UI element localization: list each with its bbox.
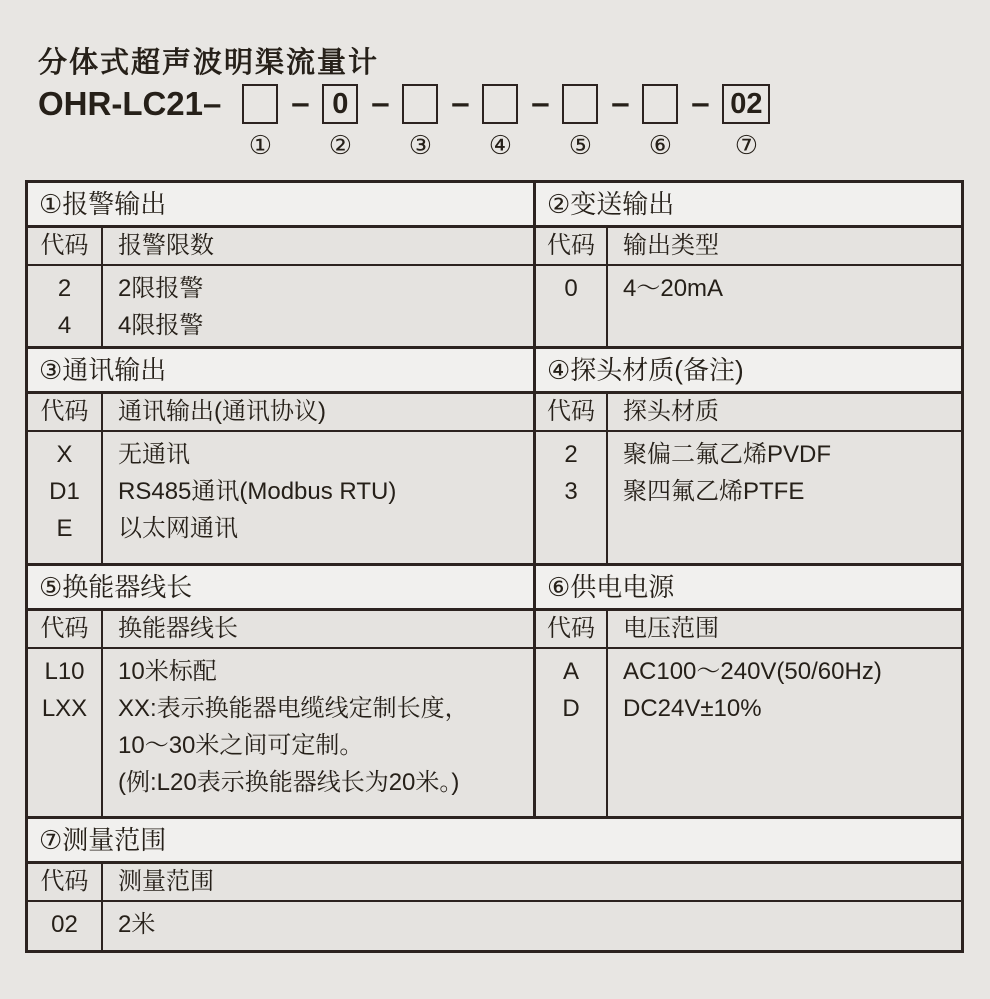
desc-column — [608, 394, 961, 563]
model-slot-4 — [482, 84, 518, 160]
section-body — [536, 228, 961, 346]
model-code-num-1: ① — [248, 131, 273, 161]
desc-header: 换能器线长 — [103, 611, 533, 649]
section-body — [536, 394, 961, 563]
section-body — [28, 611, 533, 816]
desc-cell: 无通讯 — [118, 441, 190, 468]
code-cells — [536, 432, 606, 510]
desc-cells — [103, 432, 533, 547]
code-cell: E — [56, 515, 73, 542]
code-header: 代码 — [536, 228, 606, 266]
code-column — [28, 611, 103, 816]
desc-cell: RS485通讯(Modbus RTU) — [118, 478, 397, 505]
desc-cell: 以太网通讯 — [118, 515, 238, 542]
model-code-slots — [233, 84, 779, 160]
desc-column — [103, 611, 533, 816]
code-cell: 2 — [57, 275, 72, 302]
code-cell: 4 — [57, 312, 72, 339]
model-slot-1 — [242, 84, 278, 160]
section-body — [28, 864, 961, 950]
model-code-num-2: ② — [328, 131, 353, 161]
section-3 — [28, 349, 536, 563]
model-dash: – — [611, 84, 630, 121]
model-code-box-3 — [402, 84, 438, 124]
model-dash: – — [531, 84, 550, 121]
section-title: ④探头材质(备注) — [536, 349, 961, 394]
desc-cells — [103, 649, 533, 801]
desc-cells — [608, 649, 961, 727]
section-title: ⑥供电电源 — [536, 566, 961, 611]
desc-column — [103, 394, 533, 563]
code-cell — [28, 764, 101, 801]
desc-cell: 4限报警 — [118, 312, 204, 339]
section-title: ①报警输出 — [28, 183, 533, 228]
model-code-box-4 — [482, 84, 518, 124]
code-header: 代码 — [536, 394, 606, 432]
desc-cells — [608, 266, 961, 307]
model-code-num-6: ⑥ — [648, 131, 673, 161]
model-prefix: OHR-LC21– — [38, 85, 222, 122]
desc-cell: 2米 — [118, 911, 156, 938]
spec-table — [25, 180, 964, 953]
spec-band-4 — [28, 816, 961, 950]
code-cells — [28, 266, 101, 344]
model-code-box-7: 02 — [722, 84, 770, 124]
spec-band-1 — [28, 183, 961, 346]
code-cell: 02 — [51, 911, 78, 938]
code-column — [28, 394, 103, 563]
desc-column — [103, 864, 961, 950]
code-cell: 2 — [564, 441, 578, 468]
code-header: 代码 — [28, 394, 101, 432]
code-header: 代码 — [28, 864, 101, 902]
model-slot-5 — [562, 84, 598, 160]
section-body — [28, 228, 533, 346]
code-cell: L10 — [44, 658, 85, 685]
model-code-num-7: ⑦ — [734, 131, 759, 161]
model-code-num-4: ④ — [488, 131, 513, 161]
section-title: ⑤换能器线长 — [28, 566, 533, 611]
desc-header: 探头材质 — [608, 394, 961, 432]
code-cells — [28, 902, 101, 943]
desc-header: 测量范围 — [103, 864, 961, 902]
section-body — [536, 611, 961, 816]
desc-cells — [103, 902, 961, 943]
code-cells — [536, 266, 606, 307]
code-cell: D — [562, 695, 580, 722]
section-1 — [28, 183, 536, 346]
code-column — [28, 864, 103, 950]
page-title: 分体式超声波明渠流量计 — [38, 47, 380, 79]
code-cell: A — [562, 658, 579, 685]
model-dash: – — [691, 84, 710, 121]
code-cell — [28, 727, 101, 764]
model-slot-7 — [722, 84, 770, 160]
code-cell: D1 — [49, 478, 80, 505]
section-5 — [28, 566, 536, 816]
code-column — [536, 228, 608, 346]
section-2 — [536, 183, 961, 346]
desc-column — [608, 611, 961, 816]
code-cells — [536, 649, 606, 727]
code-column — [536, 611, 608, 816]
desc-cell: AC100～240V(50/60Hz) — [623, 658, 882, 685]
model-code-box-1 — [242, 84, 278, 124]
section-title: ⑦测量范围 — [28, 819, 961, 864]
code-cells — [28, 649, 101, 801]
model-code-box-2: 0 — [322, 84, 358, 124]
desc-cell: 4～20mA — [623, 275, 724, 302]
desc-column — [608, 228, 961, 346]
desc-cell: DC24V±10% — [623, 695, 762, 722]
section-4 — [536, 349, 961, 563]
desc-cell: XX:表示换能器电缆线定制长度， — [118, 695, 469, 722]
model-slot-2 — [322, 84, 358, 160]
desc-cell: 2限报警 — [118, 275, 204, 302]
desc-column — [103, 228, 533, 346]
model-code-box-6 — [642, 84, 678, 124]
code-column — [536, 394, 608, 563]
desc-header: 通讯输出(通讯协议) — [103, 394, 533, 432]
section-title: ③通讯输出 — [28, 349, 533, 394]
desc-header: 输出类型 — [608, 228, 961, 266]
model-code-num-5: ⑤ — [568, 131, 593, 161]
desc-cell: (例:L20表示换能器线长为20米。) — [118, 769, 460, 796]
code-cell: X — [56, 441, 73, 468]
spec-band-3 — [28, 563, 961, 816]
model-slot-3 — [402, 84, 438, 160]
desc-cells — [103, 266, 533, 344]
desc-cell: 10米标配 — [118, 658, 217, 685]
desc-header: 报警限数 — [103, 228, 533, 266]
model-slot-6 — [642, 84, 678, 160]
desc-cell: 聚偏二氟乙烯PVDF — [623, 441, 832, 468]
desc-cell: 聚四氟乙烯PTFE — [623, 478, 805, 505]
code-column — [28, 228, 103, 346]
model-dash: – — [371, 84, 390, 121]
model-code-num-3: ③ — [408, 131, 433, 161]
desc-cells — [608, 432, 961, 510]
model-code-row — [38, 84, 779, 160]
code-cell: 0 — [564, 275, 578, 302]
code-cells — [28, 432, 101, 547]
code-cell: 3 — [564, 478, 578, 505]
desc-header: 电压范围 — [608, 611, 961, 649]
model-code-box-5 — [562, 84, 598, 124]
model-dash: – — [291, 84, 310, 121]
desc-cell: 10～30米之间可定制。 — [118, 732, 364, 759]
section-6 — [536, 566, 961, 816]
code-cell: LXX — [41, 695, 88, 722]
code-header: 代码 — [536, 611, 606, 649]
spec-band-2 — [28, 346, 961, 563]
section-title: ②变送输出 — [536, 183, 961, 228]
section-7 — [28, 819, 961, 950]
section-body — [28, 394, 533, 563]
code-header: 代码 — [28, 228, 101, 266]
model-dash: – — [451, 84, 470, 121]
code-header: 代码 — [28, 611, 101, 649]
